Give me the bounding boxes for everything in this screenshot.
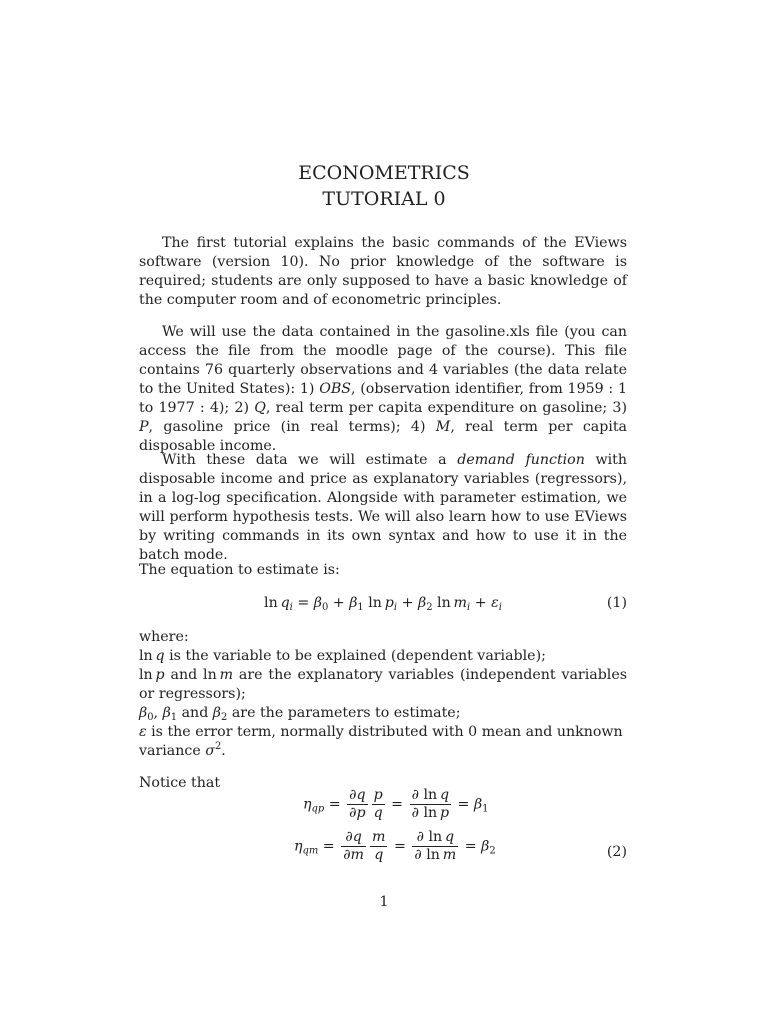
definitions-block [139,628,627,761]
elasticity-income-formula: $\eta_{qm}$ = $\frac{\partial q}{\partial m}$ $\frac{m}{q}$ = $\frac{\text{∂ ln q}}{\text{∂ ln m}}$ = $\beta_2$ [294,829,496,863]
notice-label: Notice that [139,775,221,791]
paragraph-intro [139,234,627,310]
title-line-2: TUTORIAL 0 [322,188,446,210]
p2-text-d: , gasoline price (in real terms); 4) [148,419,436,435]
elasticity-price-formula: $\eta_{qp}$ = $\frac{\partial q}{\partial p}$ $\frac{p}{q}$ = $\frac{\text{∂ ln q}}{\text{∂ ln p}}$ = $\beta_1$ [303,787,489,821]
paragraph-4: The equation to estimate is: [139,562,340,578]
paragraph-2 [139,323,627,456]
var-m: M [435,419,451,435]
equation-2 [139,843,627,865]
paragraph-goal [139,451,627,565]
paragraph-3 [139,451,627,565]
definition-lnq: ln q is the variable to be explained (dependent variable); [139,648,546,664]
var-q: Q [254,400,266,416]
where-label: where: [139,629,189,645]
equation-2-number: (2) [606,844,627,860]
definition-lnp-lnm: ln p and ln m are the explanatory variables (independent variables or regressors); [139,667,627,702]
p2-text-a: We will use the data contained in the gasoline.xls file (you can access the file from the moodle page of the course). This file contains 76 quarterly observations and 4 variables (the data relate to the United States): 1) [139,324,627,397]
title-line-1: ECONOMETRICS [298,162,470,184]
paragraph-data [139,323,627,456]
var-obs: OBS [319,381,351,397]
p3-text-b: with disposable income and price as explanatory variables (regressors), in a log-log specification. Alongside with parameter estimation, we will perform hypothesis tests. We will also learn how to use EViews by writing commands in its own syntax and how to use it in the batch mode. [139,452,627,563]
p2-text-c: , real term per capita expenditure on gasoline; 3) [265,400,627,416]
var-p: P [139,419,149,435]
equation-1 [139,594,627,616]
p3-text-a: With these data we will estimate a [162,452,458,468]
p2-text-e: , real term per capita disposable income. [139,419,628,454]
paragraph-equation-intro [139,561,627,580]
demand-function-emphasis: demand function [457,452,585,468]
definition-epsilon: ε is the error term, normally distributed with 0 mean and unknown variance $\sigma^2$. [139,724,623,759]
p2-text-b: , (observation identifier, from 1959 : 1 to 1977 : 4); 2) [139,381,627,416]
equation-1-body: $\ln q_i = \beta_0 + \beta_1$ $\ln p_i + \beta_2$ $\ln m_i + \varepsilon_i$ [264,595,502,613]
paragraph-1: The first tutorial explains the basic commands of the EViews software (version 10). No prior knowledge of the software is required; students are only supposed to have a basic knowledge of the computer room and of econometric principles. [139,235,627,308]
document-title [0,160,768,212]
equation-1-number: (1) [606,595,627,611]
page-number: 1 [379,894,389,910]
definition-betas: $\beta_0$, $\beta_1$ and $\beta_2$ are the parameters to estimate; [139,705,461,723]
